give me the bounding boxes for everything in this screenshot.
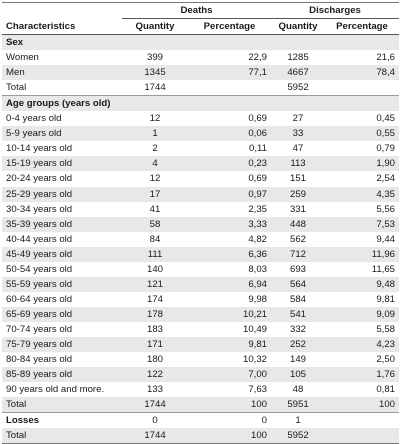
deaths-quantity-cell: 58 [122, 217, 188, 232]
discharges-quantity-cell: 693 [289, 263, 306, 275]
discharges-quantity-cell: 259 [271, 187, 325, 202]
deaths-percentage-cell: 0,69 [248, 173, 267, 185]
deaths-percentage-cell: 6,36 [188, 247, 271, 262]
group-header-discharges: Discharges [271, 3, 399, 19]
discharges-percentage-cell: 0,45 [376, 113, 396, 125]
table-row [2, 262, 399, 277]
deaths-percentage-cell: 0,69 [248, 113, 267, 125]
section-row [2, 96, 399, 112]
column-header-characteristics: Characteristics [2, 19, 122, 35]
deaths-quantity-cell: 140 [146, 263, 163, 275]
deaths-percentage-cell: 77,1 [188, 65, 271, 80]
deaths-quantity-cell: 1744 [144, 82, 166, 94]
discharges-percentage-cell: 9,44 [376, 233, 396, 245]
table-row [2, 322, 399, 337]
deaths-percentage-cell: 10,21 [188, 307, 271, 322]
table-row [2, 80, 399, 96]
discharges-quantity-cell: 1285 [287, 52, 309, 64]
discharges-percentage-cell: 100 [325, 397, 399, 413]
discharges-quantity-cell: 47 [292, 143, 304, 155]
deaths-percentage-cell: 0 [188, 413, 271, 429]
deaths-quantity-cell: 174 [146, 293, 163, 305]
deaths-percentage-cell: 8,03 [248, 263, 267, 275]
deaths-percentage-cell: 9,98 [248, 293, 267, 305]
table-row [2, 171, 399, 186]
deaths-percentage-cell: 2,35 [248, 203, 267, 215]
discharges-percentage-cell [325, 80, 399, 96]
deaths-quantity-cell: 0 [122, 413, 188, 429]
discharges-quantity-cell: 252 [271, 337, 325, 352]
discharges-quantity-cell: 151 [289, 173, 306, 185]
table-row [2, 247, 399, 262]
discharges-percentage-cell: 9,09 [325, 307, 399, 322]
discharges-quantity-cell: 448 [271, 217, 325, 232]
discharges-percentage-cell: 9,81 [376, 293, 396, 305]
row-label: 65-69 years old [2, 307, 122, 322]
row-label: 90 years old and more. [6, 384, 105, 396]
column-header-quantity-deaths: Quantity [122, 19, 188, 35]
deaths-quantity-cell: 133 [146, 384, 163, 396]
deaths-quantity-cell: 2 [152, 143, 158, 155]
row-label: Total [2, 397, 122, 413]
discharges-percentage-cell: 1,90 [325, 156, 399, 171]
table-row [2, 382, 399, 397]
row-label: 25-29 years old [2, 187, 122, 202]
deaths-quantity-cell: 12 [149, 113, 161, 125]
row-label: 40-44 years old [6, 233, 73, 245]
discharges-quantity-cell: 48 [292, 384, 304, 396]
table-row [2, 397, 399, 413]
table-row [2, 367, 399, 382]
deaths-quantity-cell: 399 [146, 52, 163, 64]
discharges-quantity-cell: 541 [271, 307, 325, 322]
deaths-quantity-cell: 111 [122, 247, 188, 262]
table-row [2, 202, 399, 217]
deaths-percentage-cell: 6,94 [188, 277, 271, 292]
discharges-percentage-cell: 2,54 [376, 173, 396, 185]
deaths-percentage-cell: 22,9 [248, 52, 267, 64]
column-header-percentage-deaths: Percentage [188, 19, 271, 35]
discharges-quantity-cell: 1 [271, 413, 325, 429]
discharges-percentage-cell: 78,4 [325, 65, 399, 80]
table-row [2, 277, 399, 292]
discharges-quantity-cell: 332 [289, 323, 306, 335]
row-label: 15-19 years old [2, 156, 122, 171]
row-label: 75-79 years old [2, 337, 122, 352]
discharges-quantity-cell: 4667 [271, 65, 325, 80]
discharges-percentage-cell: 0,81 [376, 384, 396, 396]
deaths-percentage-cell: 100 [188, 428, 271, 444]
deaths-quantity-cell: 1744 [122, 428, 188, 444]
deaths-quantity-cell: 122 [122, 367, 188, 382]
discharges-quantity-cell: 331 [289, 203, 306, 215]
row-label: Total [6, 82, 27, 94]
discharges-percentage-cell [325, 428, 399, 444]
deaths-discharges-table [2, 2, 399, 444]
row-label: Men [2, 65, 122, 80]
deaths-percentage-cell [188, 80, 271, 96]
discharges-quantity-cell: 113 [271, 156, 325, 171]
row-label: 80-84 years old [6, 354, 73, 366]
table-row [2, 126, 399, 141]
discharges-quantity-cell: 5952 [271, 428, 325, 444]
deaths-quantity-cell: 171 [122, 337, 188, 352]
discharges-percentage-cell [325, 413, 399, 429]
deaths-quantity-cell: 180 [146, 354, 163, 366]
deaths-percentage-cell: 9,81 [188, 337, 271, 352]
table-row [2, 337, 399, 352]
deaths-quantity-cell: 178 [122, 307, 188, 322]
table-row [2, 292, 399, 307]
deaths-quantity-cell: 84 [149, 233, 161, 245]
row-label: 50-54 years old [6, 263, 73, 275]
table-body [2, 35, 399, 444]
column-header-quantity-discharges: Quantity [271, 19, 325, 35]
discharges-quantity-cell: 584 [289, 293, 306, 305]
deaths-percentage-cell: 10,32 [242, 354, 267, 366]
discharges-percentage-cell: 11,65 [371, 263, 396, 275]
deaths-percentage-cell: 0,23 [188, 156, 271, 171]
deaths-percentage-cell: 0,97 [188, 187, 271, 202]
row-label: Total [2, 428, 122, 444]
section-label: Age groups (years old) [2, 96, 399, 112]
row-label: 60-64 years old [6, 293, 73, 305]
deaths-quantity-cell: 1345 [122, 65, 188, 80]
statistics-table-container [2, 2, 399, 444]
discharges-quantity-cell: 27 [292, 113, 304, 125]
deaths-percentage-cell: 7,00 [188, 367, 271, 382]
row-label: 55-59 years old [2, 277, 122, 292]
table-row [2, 307, 399, 322]
deaths-quantity-cell: 12 [149, 173, 161, 185]
table-row [2, 413, 399, 429]
deaths-quantity-cell: 41 [149, 203, 161, 215]
deaths-percentage-cell: 10,49 [242, 323, 267, 335]
section-row [2, 35, 399, 51]
deaths-quantity-cell: 17 [122, 187, 188, 202]
discharges-percentage-cell: 5,56 [376, 203, 396, 215]
group-header-deaths: Deaths [122, 3, 271, 19]
table-row [2, 232, 399, 247]
deaths-percentage-cell: 0,06 [188, 126, 271, 141]
deaths-quantity-cell: 183 [146, 323, 163, 335]
discharges-quantity-cell: 712 [271, 247, 325, 262]
row-label: 35-39 years old [2, 217, 122, 232]
row-label: 5-9 years old [2, 126, 122, 141]
table-row [2, 141, 399, 156]
discharges-quantity-cell: 564 [271, 277, 325, 292]
discharges-percentage-cell: 0,79 [376, 143, 396, 155]
table-row [2, 187, 399, 202]
table-row [2, 111, 399, 126]
deaths-quantity-cell: 4 [122, 156, 188, 171]
discharges-percentage-cell: 4,23 [325, 337, 399, 352]
discharges-quantity-cell: 105 [271, 367, 325, 382]
discharges-percentage-cell: 11,96 [325, 247, 399, 262]
row-label: 85-89 years old [2, 367, 122, 382]
deaths-percentage-cell: 7,63 [248, 384, 267, 396]
discharges-quantity-cell: 149 [289, 354, 306, 366]
discharges-percentage-cell: 5,58 [376, 323, 396, 335]
group-header-row [2, 3, 399, 19]
discharges-quantity-cell: 562 [289, 233, 306, 245]
row-label: Losses [2, 413, 122, 429]
discharges-percentage-cell: 7,53 [325, 217, 399, 232]
discharges-quantity-cell: 33 [271, 126, 325, 141]
table-row [2, 50, 399, 65]
deaths-quantity-cell: 1744 [122, 397, 188, 413]
section-label: Sex [2, 35, 399, 51]
deaths-percentage-cell: 100 [188, 397, 271, 413]
discharges-percentage-cell: 0,55 [325, 126, 399, 141]
table-row [2, 428, 399, 444]
discharges-quantity-cell: 5952 [287, 82, 309, 94]
column-header-row [2, 19, 399, 35]
discharges-percentage-cell: 4,35 [325, 187, 399, 202]
discharges-quantity-cell: 5951 [271, 397, 325, 413]
row-label: 70-74 years old [6, 323, 73, 335]
table-row [2, 217, 399, 232]
group-header-empty [2, 3, 122, 19]
column-header-percentage-discharges: Percentage [325, 19, 399, 35]
discharges-percentage-cell: 2,50 [376, 354, 396, 366]
row-label: 10-14 years old [6, 143, 73, 155]
table-row [2, 65, 399, 80]
row-label: 30-34 years old [6, 203, 73, 215]
discharges-percentage-cell: 1,76 [325, 367, 399, 382]
discharges-percentage-cell: 21,6 [376, 52, 396, 64]
discharges-percentage-cell: 9,48 [325, 277, 399, 292]
row-label: 45-49 years old [2, 247, 122, 262]
deaths-quantity-cell: 1 [122, 126, 188, 141]
table-row [2, 156, 399, 171]
deaths-percentage-cell: 3,33 [188, 217, 271, 232]
table-row [2, 352, 399, 367]
row-label: 0-4 years old [6, 113, 62, 125]
deaths-percentage-cell: 4,82 [248, 233, 267, 245]
deaths-percentage-cell: 0,11 [249, 143, 267, 155]
row-label: 20-24 years old [6, 173, 73, 185]
deaths-quantity-cell: 121 [122, 277, 188, 292]
row-label: Women [6, 52, 39, 64]
